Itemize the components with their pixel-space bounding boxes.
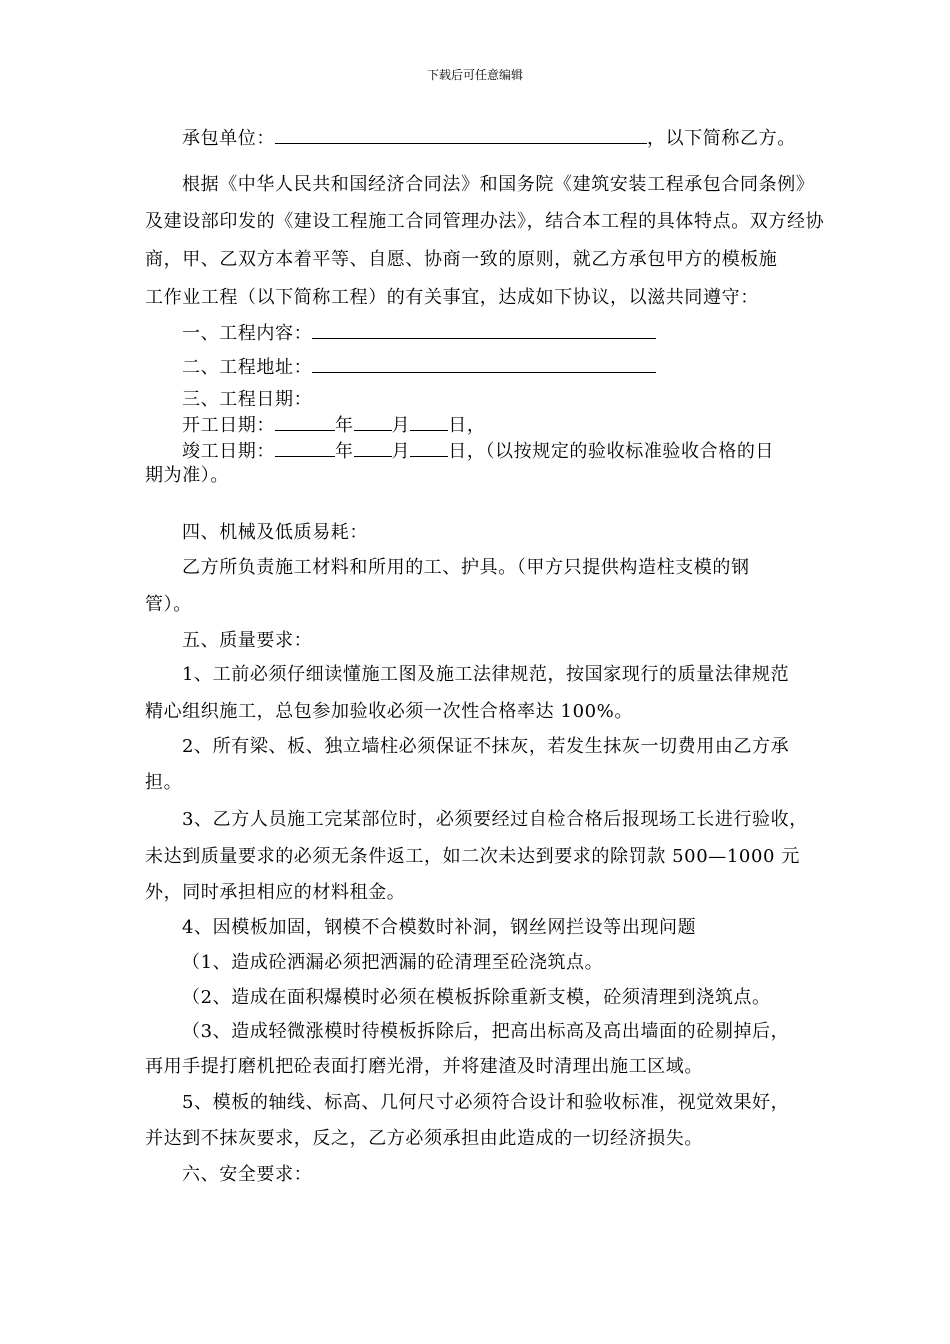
day-label: 日， bbox=[448, 415, 486, 436]
year-label: 年 bbox=[335, 441, 354, 462]
section-5-line: 未达到质量要求的必须无条件返工，如二次未达到要求的除罚款 500—1000 元 bbox=[145, 846, 801, 867]
contractor-line bbox=[182, 126, 796, 150]
work-content-blank[interactable] bbox=[312, 321, 656, 339]
section-4-label: 四、机械及低质易耗： bbox=[182, 522, 368, 543]
month-label: 月 bbox=[391, 441, 411, 462]
section-4-line: 乙方所负责施工材料和所用的工、护具。（甲方只提供构造柱支模的钢 bbox=[182, 557, 750, 578]
section-5-line: 1、工前必须仔细读懂施工图及施工法律规范，按国家现行的质量法律规范 bbox=[182, 664, 790, 685]
section-5-line: 外，同时承担相应的材料租金。 bbox=[145, 882, 406, 903]
section-5-line: 4、因模板加固，钢模不合模数时补洞，钢丝网拦设等出现问题 bbox=[182, 917, 697, 938]
section-2-label: 二、工程地址： bbox=[182, 357, 313, 378]
section-6-label: 六、安全要求： bbox=[182, 1164, 313, 1185]
start-year-blank[interactable] bbox=[275, 413, 335, 431]
section-5-line: （2、造成在面积爆模时必须在模板拆除重新支模，砼须清理到浇筑点。 bbox=[182, 987, 771, 1008]
month-label: 月 bbox=[391, 415, 411, 436]
section-3-label: 三、工程日期： bbox=[182, 389, 313, 410]
section-5-line: 3、乙方人员施工完某部位时，必须要经过自检合格后报现场工长进行验收， bbox=[182, 809, 808, 830]
end-date-line bbox=[182, 439, 774, 463]
section-5-line: （1、造成砼洒漏必须把洒漏的砼清理至砼浇筑点。 bbox=[182, 952, 604, 973]
page-header: 下载后可任意编辑 bbox=[426, 68, 523, 82]
section-1-label: 一、工程内容： bbox=[182, 323, 313, 344]
end-day-blank[interactable] bbox=[410, 439, 448, 457]
intro-line: 及建设部印发的《建设工程施工合同管理办法》，结合本工程的具体特点。双方经协 bbox=[145, 211, 825, 232]
work-address-blank[interactable] bbox=[312, 355, 656, 373]
section-5-line: 2、所有梁、板、独立墙柱必须保证不抹灰，若发生抹灰一切费用由乙方承 bbox=[182, 736, 790, 757]
end-date-label: 竣工日期： bbox=[182, 441, 275, 462]
start-date-line bbox=[182, 413, 485, 437]
intro-line: 商，甲、乙双方本着平等、自愿、协商一致的原则，就乙方承包甲方的模板施 bbox=[145, 249, 778, 270]
start-date-label: 开工日期： bbox=[182, 415, 275, 436]
start-month-blank[interactable] bbox=[354, 413, 392, 431]
start-day-blank[interactable] bbox=[410, 413, 448, 431]
end-date-note: （以按规定的验收标准验收合格的日 bbox=[485, 441, 775, 462]
intro-line: 工作业工程（以下简称工程）的有关事宜，达成如下协议，以滋共同遵守： bbox=[145, 287, 759, 308]
contractor-label: 承包单位： bbox=[182, 128, 275, 149]
section-5-line: （3、造成轻微涨模时待模板拆除后，把高出标高及高出墙面的砼剔掉后， bbox=[182, 1021, 790, 1042]
section-5-line: 再用手提打磨机把砼表面打磨光滑，并将建渣及时清理出施工区域。 bbox=[145, 1056, 703, 1077]
section-5-label: 五、质量要求： bbox=[182, 630, 313, 651]
intro-line: 根据《中华人民共和国经济合同法》和国务院《建筑安装工程承包合同条例》 bbox=[182, 174, 815, 195]
end-month-blank[interactable] bbox=[354, 439, 392, 457]
end-date-note-cont: 期为准）。 bbox=[145, 465, 229, 486]
section-5-line: 精心组织施工，总包参加验收必须一次性合格率达 100%。 bbox=[145, 701, 633, 722]
section-2 bbox=[182, 355, 656, 379]
section-4-line: 管）。 bbox=[145, 594, 192, 615]
contractor-blank[interactable] bbox=[275, 126, 647, 144]
contractor-suffix: ，以下简称乙方。 bbox=[647, 128, 796, 149]
day-label: 日， bbox=[448, 441, 486, 462]
section-5-line: 担。 bbox=[145, 772, 183, 793]
year-label: 年 bbox=[335, 415, 354, 436]
end-year-blank[interactable] bbox=[275, 439, 335, 457]
section-1 bbox=[182, 321, 656, 345]
section-5-line: 并达到不抹灰要求，反之，乙方必须承担由此造成的一切经济损失。 bbox=[145, 1128, 703, 1149]
section-5-line: 5、模板的轴线、标高、几何尺寸必须符合设计和验收标准，视觉效果好， bbox=[182, 1092, 790, 1113]
